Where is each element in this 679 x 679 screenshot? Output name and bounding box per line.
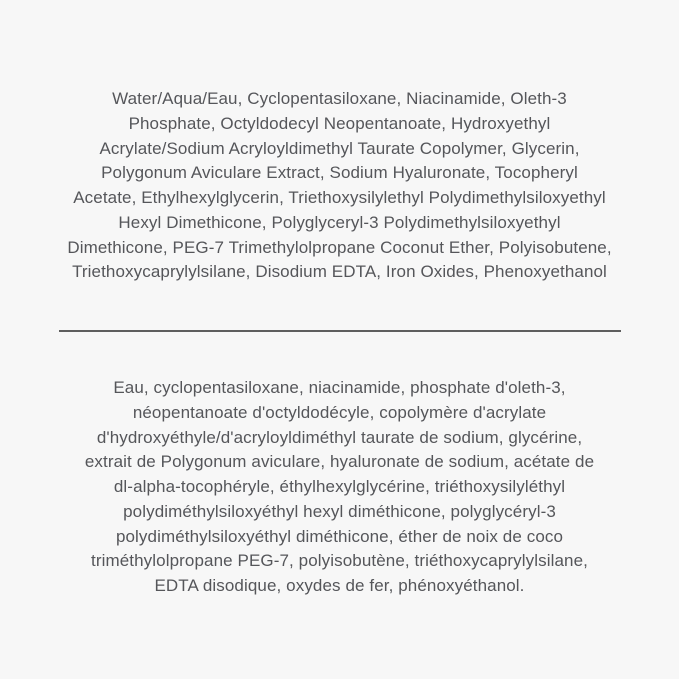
- ingredients-list-french: [0, 376, 679, 599]
- text-line: polydiméthylsiloxyéthyl hexyl diméthicone, polyglycéryl-3: [123, 501, 556, 521]
- text-line: Acetate, Ethylhexylglycerin, Triethoxysilylethyl Polydimethylsiloxyethyl: [73, 188, 606, 207]
- text-line: Eau, cyclopentasiloxane, niacinamide, phosphate d'oleth-3,: [113, 378, 566, 397]
- text-line: Dimethicone, PEG-7 Trimethylolpropane Coconut Ether, Polyisobutene,: [67, 237, 612, 257]
- ingredients-list-english: [0, 87, 679, 285]
- text-line: Hexyl Dimethicone, Polyglyceryl-3 Polydimethylsiloxyethyl: [118, 212, 561, 232]
- divider-line: [59, 330, 621, 332]
- text-line: Polygonum Aviculare Extract, Sodium Hyaluronate, Tocopheryl: [101, 163, 578, 183]
- text-line: Water/Aqua/Eau, Cyclopentasiloxane, Niacinamide, Oleth-3: [112, 89, 567, 108]
- text-line: Triethoxycaprylylsilane, Disodium EDTA, Iron Oxides, Phenoxyethanol: [72, 262, 607, 282]
- text-line: néopentanoate d'octyldodécyle, copolymère d'acrylate: [132, 402, 547, 422]
- text-line: polydiméthylsiloxyéthyl diméthicone, éther de noix de coco: [115, 526, 564, 546]
- text-line: Phosphate, Octyldodecyl Neopentanoate, Hydroxyethyl: [128, 113, 551, 133]
- text-line: d'hydroxyéthyle/d'acryloyldiméthyl taurate de sodium, glycérine,: [96, 427, 583, 447]
- text-line: triméthylolpropane PEG-7, polyisobutène, triéthoxycaprylylsilane,: [91, 551, 588, 571]
- text-line: EDTA disodique, oxydes de fer, phénoxyéthanol.: [154, 576, 525, 595]
- text-line: extrait de Polygonum aviculare, hyaluronate de sodium, acétate de: [84, 452, 595, 472]
- text-line: dl-alpha-tocophéryle, éthylhexylglycérine, triéthoxysilyléthyl: [113, 477, 566, 496]
- text-line: Acrylate/Sodium Acryloyldimethyl Taurate Copolymer, Glycerin,: [99, 138, 580, 158]
